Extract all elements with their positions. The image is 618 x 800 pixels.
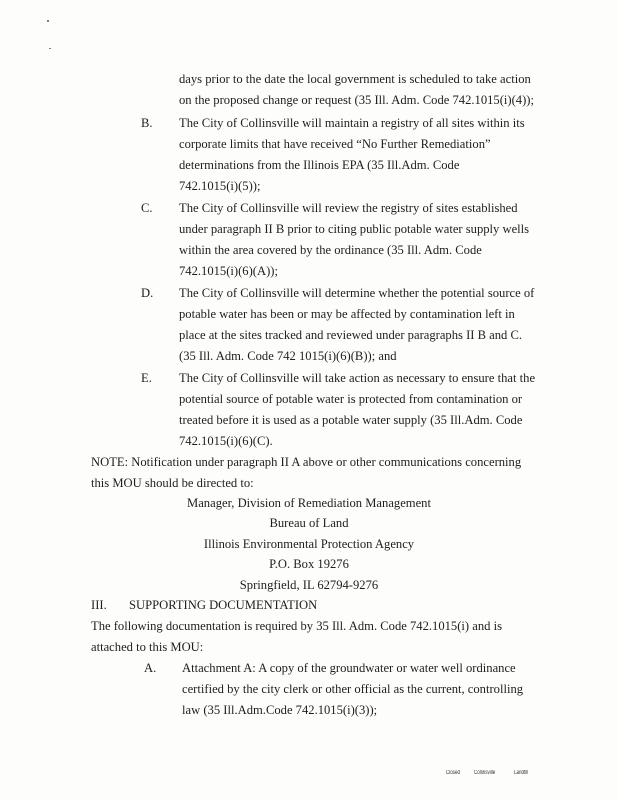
item-c-line: The City of Collinsville will review the registry of sites established: [179, 201, 518, 215]
note-line: NOTE: Notification under paragraph II A above or other communications concerning: [91, 455, 522, 469]
scan-speck: [47, 20, 49, 22]
item-e-line: The City of Collinsville will take action as necessary to ensure that the: [179, 371, 536, 385]
continuation-line: days prior to the date the local government is scheduled to take action: [179, 72, 531, 86]
address-line: Springfield, IL 62794-9276: [239, 578, 379, 592]
address-line: Manager, Division of Remediation Management: [187, 496, 431, 510]
attachment-letter-a: A.: [144, 661, 157, 675]
item-b-line: 742.1015(i)(5));: [179, 179, 261, 193]
item-b-line: determinations from the Illinois EPA (35 Ill.Adm. Code: [179, 158, 460, 172]
note-line: this MOU should be directed to:: [91, 476, 254, 490]
attachment-a-line: law (35 Ill.Adm.Code 742.1015(i)(3));: [182, 703, 378, 717]
scan-speck: [49, 48, 51, 49]
continuation-line: on the proposed change or request (35 Ill. Adm. Code 742.1015(i)(4));: [179, 93, 534, 107]
item-c-line: under paragraph II B prior to citing public potable water supply wells: [179, 222, 530, 236]
item-d-line: place at the sites tracked and reviewed under paragraphs II B and C.: [179, 328, 523, 342]
footer-tag-landfill: Landfill: [514, 770, 529, 776]
item-letter-c: C.: [141, 201, 153, 215]
section-title: SUPPORTING DOCUMENTATION: [129, 598, 318, 612]
item-d-line: potable water has been or may be affected by contamination left in: [179, 307, 515, 321]
item-d-line: (35 Ill. Adm. Code 742 1015(i)(6)(B)); and: [179, 349, 397, 363]
item-c-line: within the area covered by the ordinance (35 Ill. Adm. Code: [179, 243, 482, 257]
address-line: Bureau of Land: [269, 516, 349, 530]
intro-line: attached to this MOU:: [91, 640, 204, 654]
item-b-line: The City of Collinsville will maintain a registry of all sites within its: [179, 116, 525, 130]
intro-line: The following documentation is required by 35 Ill. Adm. Code 742.1015(i) and is: [91, 619, 502, 633]
item-e-line: 742.1015(i)(6)(C).: [179, 434, 273, 448]
item-e-line: potential source of potable water is protected from contamination or: [179, 392, 523, 406]
address-line: Illinois Environmental Protection Agency: [203, 537, 415, 551]
section-number: III.: [91, 598, 107, 612]
item-e-line: treated before it is used as a potable water supply (35 Ill.Adm. Code: [179, 413, 523, 427]
item-letter-e: E.: [141, 371, 152, 385]
item-d-line: The City of Collinsville will determine whether the potential source of: [179, 286, 535, 300]
address-line: P.O. Box 19276: [269, 557, 349, 571]
item-b-line: corporate limits that have received “No Further Remediation”: [179, 137, 491, 151]
attachment-a-line: certified by the city clerk or other official as the current, controlling: [182, 682, 524, 696]
footer-tag-collinsville: Collinsville: [474, 770, 496, 776]
item-letter-b: B.: [141, 116, 153, 130]
footer-tag-closed: Closed: [446, 770, 461, 776]
attachment-a-line: Attachment A: A copy of the groundwater or water well ordinance: [182, 661, 516, 675]
item-c-line: 742.1015(i)(6)(A));: [179, 264, 278, 278]
item-letter-d: D.: [141, 286, 154, 300]
